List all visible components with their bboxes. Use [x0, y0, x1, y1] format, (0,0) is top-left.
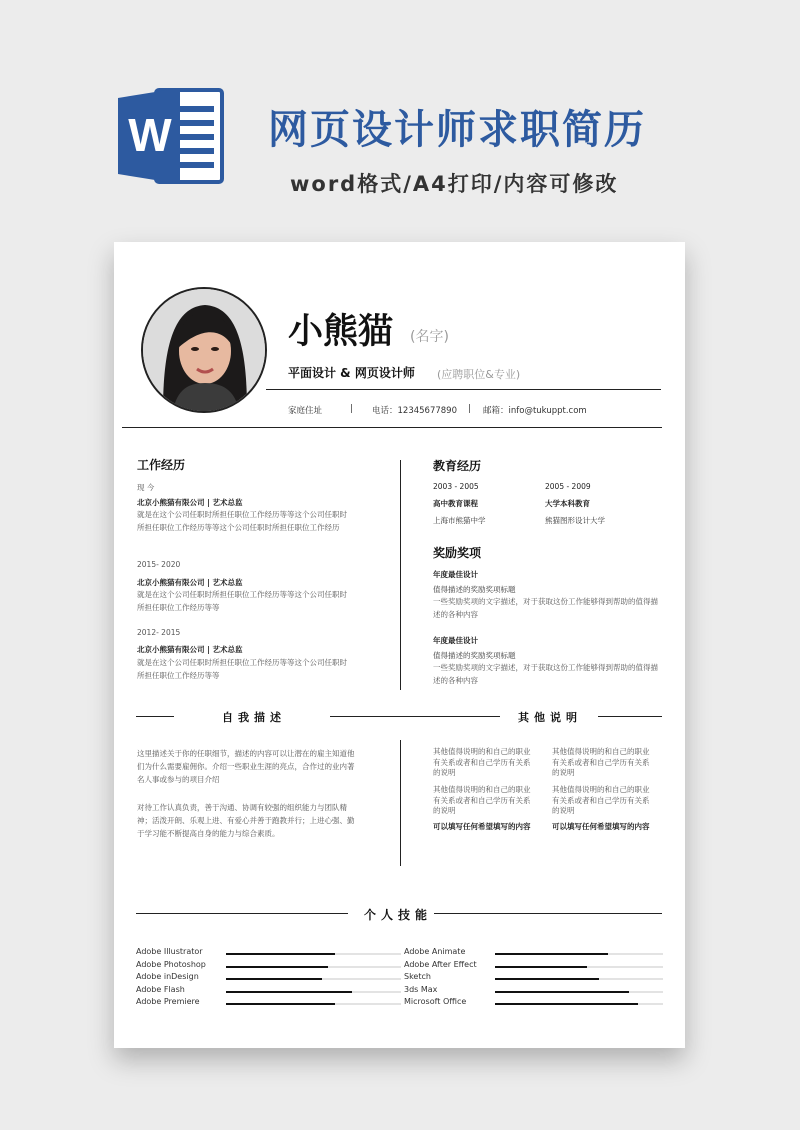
self-intro-paragraph: 这里描述关于你的任职细节，描述的内容可以让潜在的雇主知道他们为什么需要雇佣你。介绍一些职业生涯的亮点，合作过的业内著名人事或参与的项目介绍	[137, 749, 355, 784]
awards-section-title: 奖励奖项	[433, 546, 482, 560]
work-period: 现 今	[137, 483, 155, 492]
award-name: 年度最佳设计	[433, 636, 478, 645]
other-note: 其他值得说明的和自己的职业有关系或者和自己学历有关系的说明	[433, 785, 531, 815]
skill-bar-fill	[226, 978, 322, 980]
contact-divider	[122, 427, 662, 428]
work-description: 就是在这个公司任职时所担任职位工作经历等等这个公司任职时所担任职位工作经历等等这个公司任职时所担任职位工作经历	[137, 510, 347, 532]
edu-school: 上海市熊猫中学	[433, 516, 486, 525]
skill-bar-track	[495, 1003, 663, 1005]
work-company: 北京小熊猫有限公司 | 艺术总监	[137, 578, 243, 587]
skill-name: Adobe Illustrator	[136, 947, 203, 956]
work-company: 北京小熊猫有限公司 | 艺术总监	[137, 498, 243, 507]
skill-bar-fill	[495, 991, 629, 993]
award-description: 一些奖励奖项的文字描述，对于获取这份工作能够得到帮助的值得描述的各种内容	[433, 597, 658, 619]
education-section-title: 教育经历	[433, 459, 482, 473]
section-rule	[434, 913, 662, 914]
section-rule	[136, 716, 174, 717]
skill-bar-track	[495, 978, 663, 980]
work-description: 就是在这个公司任职时所担任职位工作经历等等这个公司任职时所担任职位工作经历等等	[137, 590, 347, 612]
name-hint: (名字)	[410, 329, 449, 345]
skill-bar-fill	[495, 1003, 638, 1005]
other-notes-title: 其他说明	[518, 711, 582, 724]
skill-name: 3ds Max	[404, 984, 438, 994]
skill-bar-fill	[495, 953, 608, 955]
work-description: 就是在这个公司任职时所担任职位工作经历等等这个公司任职时所担任职位工作经历等等	[137, 658, 347, 680]
work-section-title: 工作经历	[137, 458, 186, 472]
skill-bar-track	[495, 953, 663, 955]
skill-bar-track	[226, 978, 401, 980]
other-bold-note: 可以填写任何希望填写的内容	[433, 822, 531, 831]
edu-degree: 高中教育课程	[433, 499, 478, 508]
skill-bar-fill	[226, 953, 335, 955]
other-note: 其他值得说明的和自己的职业有关系或者和自己学历有关系的说明	[552, 785, 650, 815]
award-name: 年度最佳设计	[433, 570, 478, 579]
position-hint: (应聘职位&专业)	[437, 368, 521, 381]
work-period: 2012- 2015	[137, 628, 181, 637]
address-label: 家庭住址	[288, 406, 323, 416]
other-note: 其他值得说明的和自己的职业有关系或者和自己学历有关系的说明	[552, 747, 650, 777]
skill-name: Adobe After Effect	[404, 959, 477, 969]
skill-name: Sketch	[404, 972, 431, 981]
skill-bar-track	[226, 953, 401, 955]
skill-bar-fill	[495, 966, 587, 968]
work-company: 北京小熊猫有限公司 | 艺术总监	[137, 645, 243, 654]
word-icon	[118, 86, 224, 186]
skill-name: Microsoft Office	[404, 997, 467, 1006]
skill-bar-track	[495, 966, 663, 968]
other-note: 其他值得说明的和自己的职业有关系或者和自己学历有关系的说明	[433, 747, 531, 777]
skill-bar-track	[226, 991, 401, 993]
award-subtitle: 值得描述的奖励奖项标题	[433, 585, 516, 594]
banner-subtitle: word格式/A4打印/内容可修改	[290, 172, 619, 196]
other-bold-note: 可以填写任何希望填写的内容	[552, 822, 650, 831]
skill-bar-fill	[226, 966, 328, 968]
word-icon-letter: W	[128, 109, 172, 161]
person-name: 小熊猫	[288, 312, 394, 352]
contact-separator: |	[468, 404, 471, 414]
skill-bar-fill	[226, 991, 352, 993]
email-text[interactable]: 邮箱：info@tukuppt.com	[483, 406, 587, 416]
job-position: 平面设计 & 网页设计师	[288, 366, 415, 380]
work-period: 2015- 2020	[137, 560, 181, 569]
edu-degree: 大学本科教育	[545, 499, 590, 508]
skill-name: Adobe Animate	[404, 947, 466, 956]
phone-text[interactable]: 电话：12345677890	[372, 406, 457, 416]
section-rule	[136, 913, 348, 914]
column-divider	[400, 740, 401, 866]
skill-name: Adobe Flash	[136, 984, 185, 994]
skills-title: 个人技能	[364, 908, 433, 922]
skill-bar-track	[226, 1003, 401, 1005]
skill-bar-track	[226, 966, 401, 968]
award-description: 一些奖励奖项的文字描述，对于获取这份工作能够得到帮助的值得描述的各种内容	[433, 663, 658, 685]
resume-page	[114, 242, 685, 1048]
contact-separator: |	[350, 404, 353, 414]
edu-period: 2003 - 2005	[433, 482, 479, 491]
section-rule	[330, 716, 500, 717]
avatar-photo	[141, 287, 267, 413]
edu-school: 熊猫图形设计大学	[545, 516, 605, 525]
skill-bar-track	[495, 991, 663, 993]
skill-bar-fill	[495, 978, 599, 980]
skill-bar-fill	[226, 1003, 335, 1005]
skill-name: Adobe inDesign	[136, 972, 199, 981]
self-intro-paragraph: 对待工作认真负责，善于沟通、协调有较强的组织能力与团队精神；活泼开朗、乐观上进、有爱心并善于跑教并行；上进心强、勤于学习能不断提高自身的能力与综合素质。	[137, 803, 355, 838]
award-subtitle: 值得描述的奖励奖项标题	[433, 651, 516, 660]
header-divider	[266, 389, 661, 390]
self-intro-title: 自我描述	[222, 711, 286, 724]
skill-name: Adobe Photoshop	[136, 959, 206, 969]
column-divider	[400, 460, 401, 690]
banner-title: 网页设计师求职简历	[268, 107, 646, 153]
skill-name: Adobe Premiere	[136, 997, 200, 1006]
edu-period: 2005 - 2009	[545, 482, 591, 491]
section-rule	[598, 716, 662, 717]
